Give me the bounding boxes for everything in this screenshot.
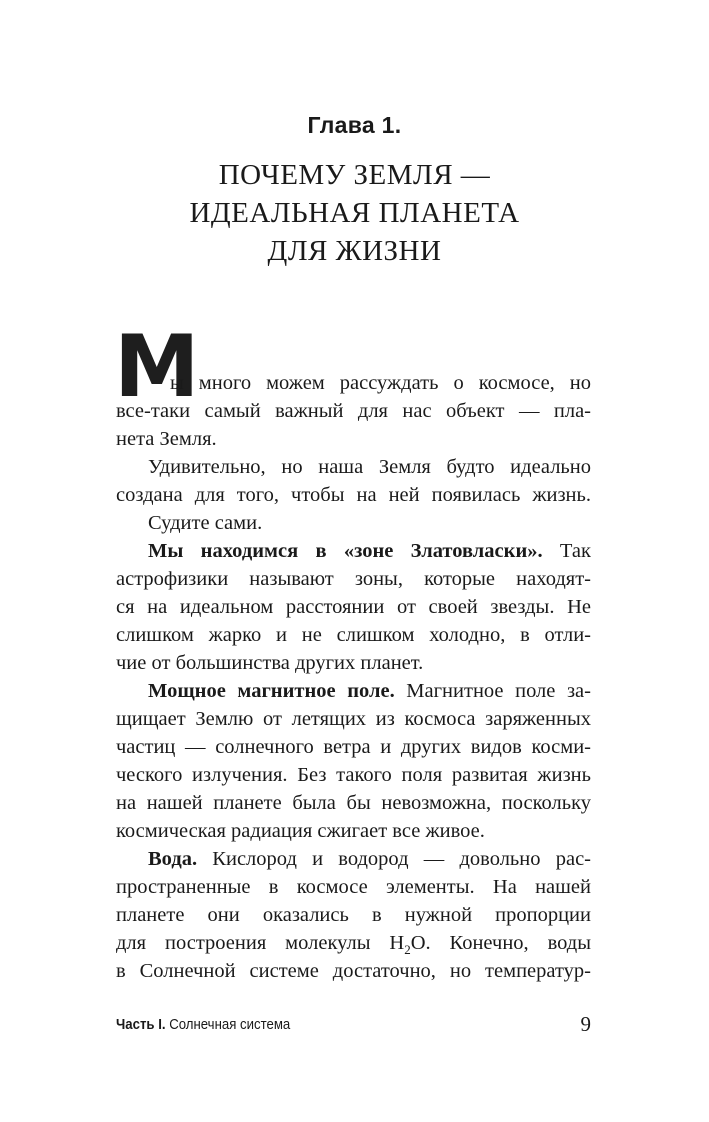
drop-cap: М — [114, 317, 200, 417]
body-text — [116, 369, 591, 985]
chapter-title-line: ПОЧЕМУ ЗЕМЛЯ — — [218, 159, 491, 191]
text-line — [116, 537, 591, 565]
chapter-title — [0, 156, 709, 270]
text-line: ческого излучения. Без такого поля развитая жизнь — [116, 764, 591, 786]
text-line: ся на идеальном расстоянии от своей звезды. Не — [116, 596, 591, 618]
text-run: Магнитное поле за- — [394, 680, 591, 702]
part-label: Часть I. — [116, 1016, 166, 1033]
text-line: астрофизики называют зоны, которые находят- — [116, 568, 591, 590]
text-line: нета Земля. — [116, 428, 217, 450]
text-line: Судите сами. — [148, 512, 263, 534]
bold-lead: Мы находимся в «зоне Златовласки». — [148, 540, 543, 562]
subscript: 2 — [404, 942, 411, 957]
page-footer — [116, 1012, 591, 1038]
bold-lead: Мощное магнитное поле. — [148, 680, 395, 702]
page-number: 9 — [580, 1012, 591, 1036]
chapter-title-line: ИДЕАЛЬНАЯ ПЛАНЕТА — [189, 197, 520, 229]
text-line: чие от большинства других планет. — [116, 652, 424, 674]
text-line: щищает Землю от летящих из космоса заряженных — [116, 708, 591, 730]
text-run: Кислород и водород — довольно рас- — [197, 848, 591, 870]
text-line: на нашей планете была бы невозможна, поскольку — [116, 792, 591, 814]
text-line: Удивительно, но наша Земля будто идеально — [148, 456, 591, 478]
text-line: все-таки самый важный для нас объект — пла- — [116, 400, 591, 422]
text-run: Так — [542, 540, 591, 562]
text-line: космическая радиация сжигает все живое. — [116, 820, 485, 842]
text-line: ы много можем рассуждать о космосе, но — [170, 372, 591, 394]
text-line — [116, 677, 591, 705]
text-line — [116, 845, 591, 873]
text-line: создана для того, чтобы на ней появилась жизнь. — [116, 484, 591, 506]
chapter-label: Глава 1. — [307, 112, 402, 138]
text-run: для построения молекулы Н — [116, 932, 405, 954]
running-footer — [116, 1016, 290, 1033]
text-line: пространенные в космосе элементы. На нашей — [116, 876, 591, 898]
text-line: частиц — солнечного ветра и других видов косми- — [116, 736, 591, 758]
bold-lead: Вода. — [148, 848, 198, 870]
text-line — [116, 929, 591, 957]
text-line: планете они оказались в нужной пропорции — [116, 904, 591, 926]
text-run: О. Конечно, воды — [410, 932, 591, 954]
section-label: Солнечная система — [165, 1016, 291, 1033]
text-line: слишком жарко и не слишком холодно, в отли- — [116, 624, 591, 646]
text-line: в Солнечной системе достаточно, но температур- — [116, 960, 591, 982]
chapter-title-line: ДЛЯ ЖИЗНИ — [267, 235, 442, 267]
